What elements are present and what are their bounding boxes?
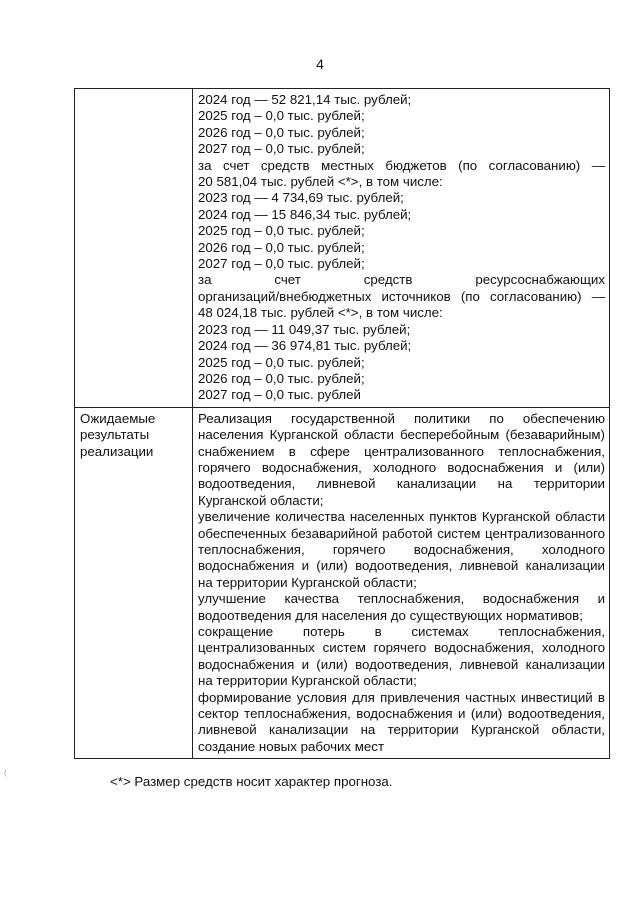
- page-number: 4: [316, 56, 324, 72]
- margin-mark: (: [4, 768, 7, 777]
- footnote: <*> Размер средств носит характер прогноза.: [110, 774, 393, 789]
- funding-row: [75, 89, 610, 408]
- results-paragraph: увеличение количества населенных пунктов Курганской области обеспеченных безаварийной работой систем централизованного теплоснабжения, горячего водоснабжения, холодного водоснабжения и (или) водоотведения, ливневой канализации на территории Курганской области;: [198, 509, 605, 590]
- results-content-cell: [193, 407, 610, 759]
- funding-line: 2024 год — 36 974,81 тыс. рублей;: [198, 338, 412, 354]
- funding-line: 2023 год — 4 734,69 тыс. рублей;: [198, 190, 404, 206]
- results-paragraph: Реализация государственной политики по обеспечению населения Курганской области бесперебойным (безаварийным) снабжением в сфере централизованного теплоснабжения, горячего водоснабжения, холодного водоснабжения и (или) водоотведения, ливневой канализации на территории Курганской области;: [198, 410, 605, 508]
- funding-line: 2026 год – 0,0 тыс. рублей;: [198, 370, 365, 386]
- funding-line: 2025 год – 0,0 тыс. рублей;: [198, 108, 365, 124]
- results-paragraph: сокращение потерь в системах теплоснабжения, централизованных систем горячего водоснабжения, холодного водоснабжения и (или) водоотведения, ливневой канализации на территории Курганской области;: [198, 624, 605, 689]
- funding-line: 2024 год — 52 821,14 тыс. рублей;: [198, 92, 412, 107]
- funding-line: 48 024,18 тыс. рублей <*>, в том числе:: [198, 305, 443, 321]
- funding-line: 20 581,04 тыс. рублей <*>, в том числе:: [198, 174, 443, 190]
- funding-line: 2025 год – 0,0 тыс. рублей;: [198, 223, 365, 239]
- passport-table: [74, 88, 610, 759]
- funding-line: 2026 год – 0,0 тыс. рублей;: [198, 124, 365, 140]
- funding-line: за счет средств ресурсоснабжающих: [198, 272, 605, 288]
- funding-line: 2027 год – 0,0 тыс. рублей;: [198, 141, 365, 157]
- funding-line: 2023 год — 11 049,37 тыс. рублей;: [198, 321, 411, 337]
- funding-label-cell: [75, 89, 193, 408]
- funding-line: за счет средств местных бюджетов (по согласованию) —: [198, 157, 605, 173]
- funding-line: 2027 год – 0,0 тыс. рублей: [198, 387, 361, 403]
- funding-line: 2025 год – 0,0 тыс. рублей;: [198, 354, 365, 370]
- results-paragraph: улучшение качества теплоснабжения, водоснабжения и водоотведения для населения до существующих нормативов;: [198, 591, 605, 623]
- funding-line: организаций/внебюджетных источников (по согласованию) —: [198, 288, 605, 304]
- funding-line: 2024 год — 15 846,34 тыс. рублей;: [198, 206, 412, 222]
- funding-line: 2027 год – 0,0 тыс. рублей;: [198, 256, 365, 272]
- funding-content-cell: [193, 89, 610, 408]
- results-row: [75, 407, 610, 759]
- funding-line: 2026 год – 0,0 тыс. рублей;: [198, 239, 365, 255]
- results-paragraph: формирование условия для привлечения частных инвестиций в сектор теплоснабжения, водоснабжения и (или) водоотведения, ливневой канализации на территории Курганской области, создание новых рабочих мест: [198, 689, 605, 754]
- results-label: Ожидаемые результаты реализации: [75, 407, 193, 759]
